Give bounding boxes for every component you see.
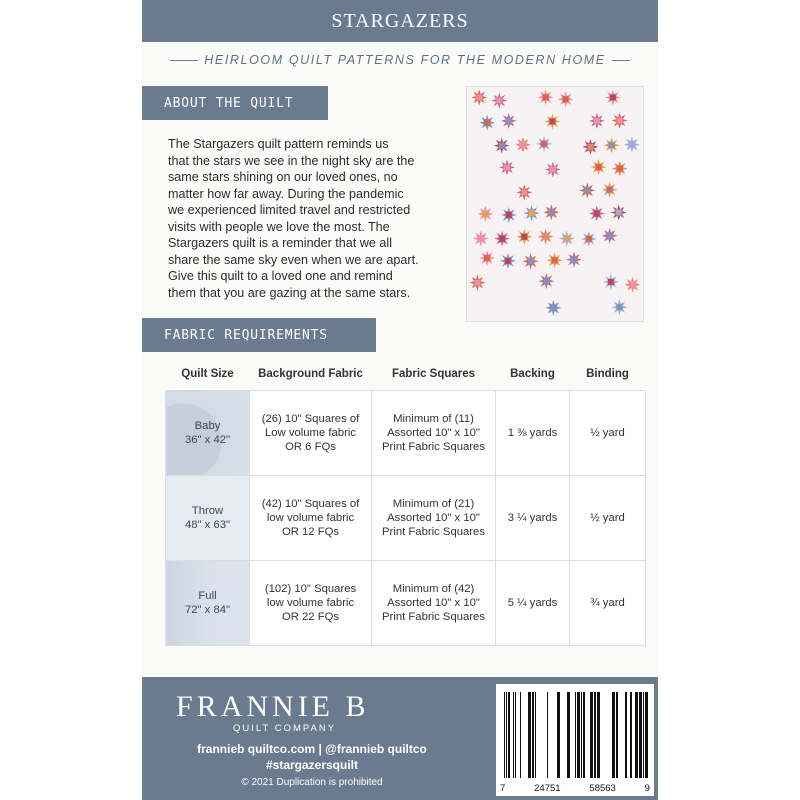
binding-cell: ½ yard <box>570 391 646 476</box>
quilt-star-center <box>521 234 527 240</box>
background-fabric-cell: (26) 10" Squares of Low volume fabric OR 6 FQs <box>250 391 372 476</box>
column-header: Background Fabric <box>258 368 363 380</box>
barcode <box>496 684 654 796</box>
barcode-bars <box>496 684 654 780</box>
barcode-digit-group: 7 <box>500 783 506 794</box>
barcode-bar <box>581 692 582 778</box>
fabric-requirements-table <box>165 358 646 646</box>
quilt-star-center <box>484 255 490 261</box>
quilt-star-center <box>543 234 549 240</box>
quilt-star-center <box>549 118 555 124</box>
barcode-bar <box>504 692 505 778</box>
barcode-digit-group: 58563 <box>589 783 616 794</box>
column-header: Backing <box>510 368 555 380</box>
quilt-star-center <box>564 236 570 242</box>
quilt-star-center <box>617 166 623 172</box>
barcode-bar <box>528 692 531 778</box>
quilt-size-cell: Full 72" x 84" <box>166 561 250 646</box>
about-line: Stargazers quilt is a reminder that we all <box>168 236 392 250</box>
quilt-star-center <box>587 144 593 150</box>
barcode-bar <box>506 692 507 778</box>
fabric-heading: FABRIC REQUIREMENTS <box>142 318 376 352</box>
barcode-bar <box>643 692 644 778</box>
column-header: Quilt Size <box>181 368 234 380</box>
quilt-star-center <box>476 94 482 100</box>
quilt-star-center <box>506 212 512 218</box>
barcode-bar <box>520 692 521 778</box>
quilt-star-center <box>504 164 510 170</box>
quilt-size-cell: Throw 48" x 63" <box>166 476 250 561</box>
barcode-bar <box>635 692 638 778</box>
quilt-star-center <box>617 118 623 124</box>
quilt-star-center <box>541 141 547 147</box>
copyright: © 2021 Duplication is prohibited <box>241 777 383 788</box>
brand-logo: FRANNIE B <box>176 690 370 723</box>
quilt-star-center <box>499 236 505 242</box>
brand-subtitle: QUILT COMPANY <box>233 723 337 734</box>
hashtag: #stargazersquilt <box>265 758 359 772</box>
quilt-star-center <box>550 305 556 311</box>
quilt-star-center <box>484 120 490 126</box>
quilt-star-center <box>607 187 613 193</box>
barcode-bar <box>630 692 632 778</box>
about-line: that the stars we see in the night sky are the <box>168 153 415 168</box>
barcode-digit-group: 24751 <box>534 783 561 794</box>
barcode-bar <box>513 692 514 778</box>
quilt-photo <box>466 86 644 322</box>
page-title: STARGAZERS <box>142 0 658 42</box>
binding-cell: ¾ yard <box>570 561 646 646</box>
quilt-star-center <box>474 280 480 286</box>
quilt-star-center <box>571 257 577 263</box>
table-row <box>166 561 646 646</box>
quilt-star-center <box>596 164 602 170</box>
quilt-star-center <box>594 211 600 217</box>
quilt-star-center <box>616 209 622 215</box>
column-header: Fabric Squares <box>391 368 476 380</box>
quilt-star-center <box>584 187 590 193</box>
quilt-star-center <box>550 166 556 172</box>
backing-cell: 5 ¼ yards <box>496 561 570 646</box>
quilt-star-center <box>529 210 535 216</box>
about-line: same stars shining on our loved ones, no <box>168 170 398 184</box>
quilt-star-center <box>499 143 505 149</box>
tagline <box>142 46 658 74</box>
about-heading: ABOUT THE QUILT <box>142 86 328 120</box>
about-line: share the same sky even when we are apart. <box>168 252 419 267</box>
quilt-star-center <box>594 118 600 124</box>
barcode-bar <box>594 692 596 778</box>
barcode-bar <box>567 692 570 778</box>
barcode-bar <box>612 692 615 778</box>
quilt-star-center <box>482 211 488 217</box>
quilt-star-center <box>505 258 511 264</box>
table-row <box>166 391 646 476</box>
quilt-star-center <box>543 278 549 284</box>
barcode-bar <box>639 692 642 778</box>
quilt-star-center <box>629 142 635 148</box>
about-paragraph <box>168 136 440 301</box>
quilt-star-center <box>506 118 512 124</box>
barcode-bar <box>508 692 510 778</box>
about-line: we experienced limited travel and restricted <box>168 203 411 217</box>
barcode-bar <box>590 692 593 778</box>
quilt-star-center <box>552 257 558 263</box>
table-header-row <box>166 358 646 391</box>
quilt-star-center <box>609 142 615 148</box>
barcode-bar <box>583 692 585 778</box>
barcode-digits <box>496 783 654 794</box>
quilt-star-center <box>586 236 592 242</box>
binding-cell: ½ yard <box>570 476 646 561</box>
about-line: Give this quilt to a loved one and remind <box>168 269 393 283</box>
barcode-bar <box>557 692 560 778</box>
barcode-bar <box>515 692 516 778</box>
background-fabric-cell: (102) 10" Squares low volume fabric OR 22 FQs <box>250 561 372 646</box>
barcode-bar <box>575 692 576 778</box>
about-line: The Stargazers quilt pattern reminds us <box>168 137 389 151</box>
quilt-star-center <box>521 189 527 195</box>
quilt-star-center <box>616 304 622 310</box>
quilt-star-center <box>548 209 554 215</box>
barcode-bar <box>616 692 618 778</box>
website-and-social: frannieb quiltco.com | @frannieb quiltco <box>197 742 427 756</box>
quilt-illustration <box>467 87 643 321</box>
fabric-squares-cell: Minimum of (21) Assorted 10" x 10" Print Fabric Squares <box>372 476 496 561</box>
barcode-digit-group: 9 <box>644 783 650 794</box>
tagline-text: HEIRLOOM QUILT PATTERNS FOR THE MODERN HOME <box>204 53 606 67</box>
barcode-bar <box>577 692 580 778</box>
about-line: visits with people we love the most. The <box>168 219 390 234</box>
barcode-bar <box>535 692 536 778</box>
quilt-star-center <box>610 94 616 100</box>
barcode-bar <box>645 692 648 778</box>
table-row <box>166 476 646 561</box>
fabric-squares-cell: Minimum of (42) Assorted 10" x 10" Print Fabric Squares <box>372 561 496 646</box>
tagline-rule-right <box>612 60 630 61</box>
column-header: Binding <box>586 368 629 380</box>
quilt-star-center <box>608 279 614 285</box>
quilt-star-center <box>543 94 549 100</box>
quilt-star-center <box>496 98 502 104</box>
backing-cell: 3 ¼ yards <box>496 476 570 561</box>
fabric-squares-cell: Minimum of (11) Assorted 10" x 10" Print Fabric Squares <box>372 391 496 476</box>
about-line: them that you are gazing at the same stars. <box>168 285 411 300</box>
quilt-star-center <box>528 258 534 264</box>
tagline-rule-left <box>170 60 198 61</box>
quilt-star-center <box>520 142 526 148</box>
quilt-star-center <box>607 233 613 239</box>
backing-cell: 1 ⅜ yards <box>496 391 570 476</box>
quilt-size-cell: Baby 36" x 42" <box>166 391 250 476</box>
barcode-bar <box>532 692 534 778</box>
about-line: matter how far away. During the pandemic <box>168 186 404 201</box>
quilt-star-center <box>563 96 569 102</box>
barcode-bar <box>547 692 548 778</box>
background-fabric-cell: (42) 10" Squares of low volume fabric OR 12 FQs <box>250 476 372 561</box>
quilt-star-center <box>630 282 636 288</box>
quilt-star-center <box>478 236 484 242</box>
barcode-bar <box>597 692 600 778</box>
barcode-bar <box>625 692 627 778</box>
